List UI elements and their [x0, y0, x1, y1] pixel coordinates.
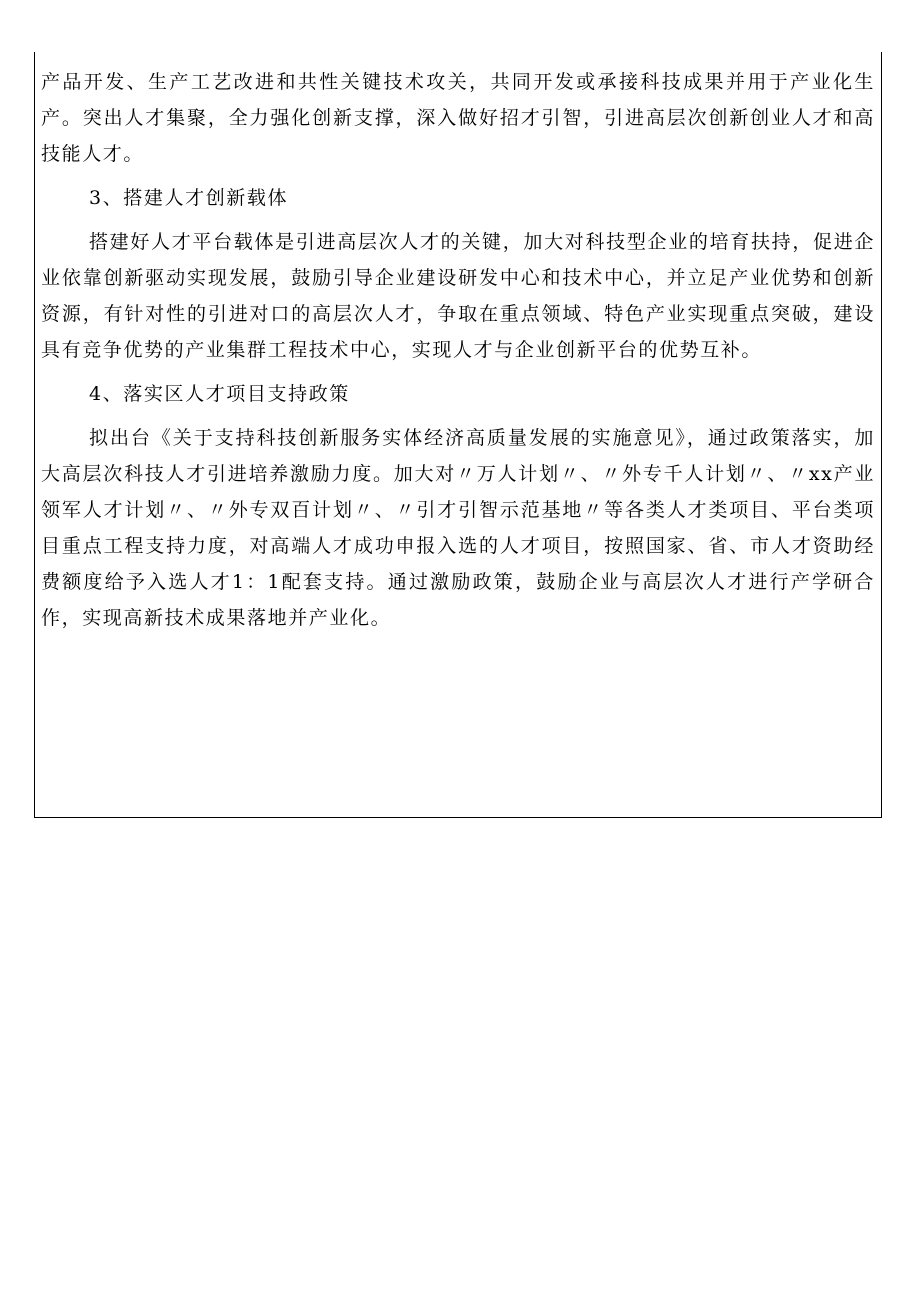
document-body [41, 64, 875, 636]
spacer [41, 412, 875, 420]
paragraph-policy-support: 拟出台《关于支持科技创新服务实体经济高质量发展的实施意见》，通过政策落实，加大高层次科技人才引进培养激励力度。加大对〃万人计划〃、〃外专千人计划〃、〃xx产业领军人才计划〃、〃外专双百计划〃、〃引才引智示范基地〃等各类人才类项目、平台类项目重点工程支持力度，对高端人才成功申报入选的人才项目，按照国家、省、市人才资助经费额度给予入选人才1：1配套支持。通过激励政策，鼓励企业与高层次人才进行产学研合作，实现高新技术成果落地并产业化。 [41, 427, 875, 629]
paragraph-innovation-platform: 搭建好人才平台载体是引进高层次人才的关键，加大对科技型企业的培育扶持，促进企业依靠创新驱动实现发展，鼓励引导企业建设研发中心和技术中心，并立足产业优势和创新资源，有针对性的引进对口的高层次人才，争取在重点领域、特色产业实现重点突破，建设具有竞争优势的产业集群工程技术中心，实现人才与企业创新平台的优势互补。 [41, 231, 875, 361]
section-heading-4: 4、落实区人才项目支持政策 [89, 383, 350, 405]
section-heading-3: 3、搭建人才创新载体 [89, 187, 289, 209]
spacer [41, 172, 875, 180]
paragraph-talent-attraction: 产品开发、生产工艺改进和共性关键技术攻关，共同开发或承接科技成果并用于产业化生产。突出人才集聚，全力强化创新支撑，深入做好招才引智，引进高层次创新创业人才和高技能人才。 [41, 71, 875, 165]
document-frame [34, 52, 882, 818]
spacer [41, 216, 875, 224]
spacer [41, 368, 875, 376]
